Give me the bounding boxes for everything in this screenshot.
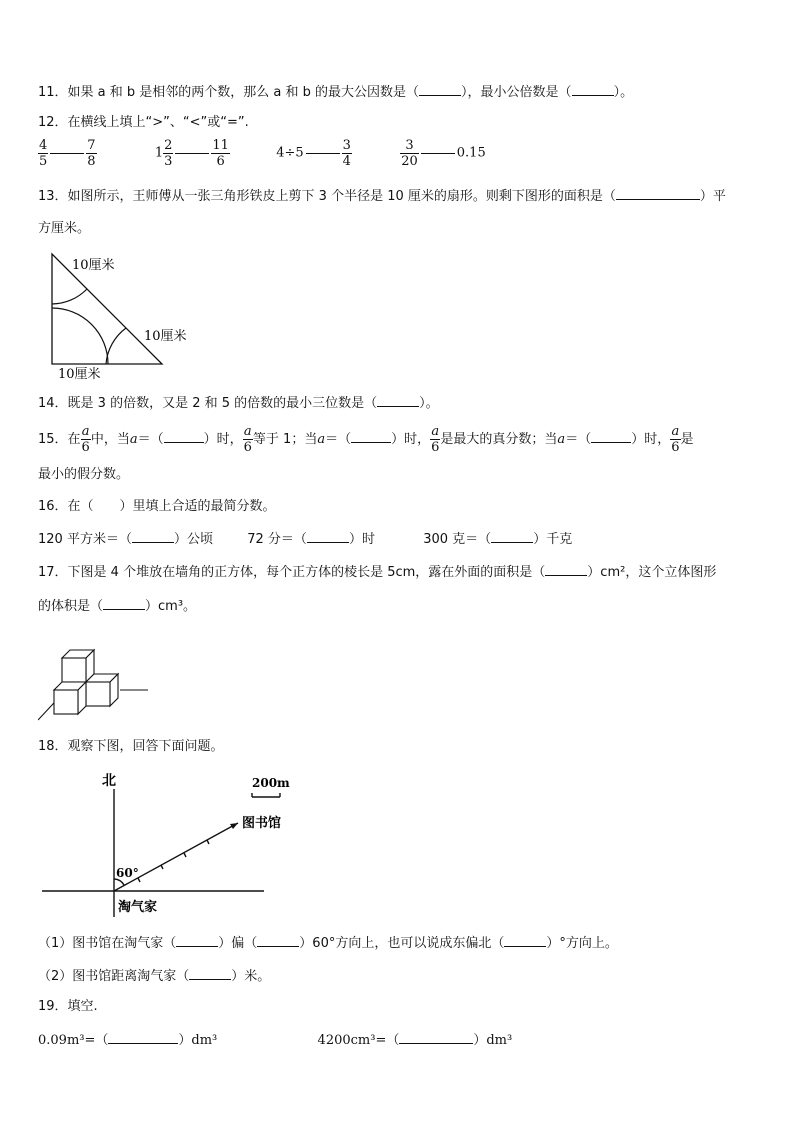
tick bbox=[161, 865, 163, 869]
fraction: $\frac{4}{5}$ bbox=[39, 138, 48, 169]
home-label: 淘气家 bbox=[118, 900, 158, 915]
fraction-a-over-6: $\frac{a}{6}$ bbox=[431, 424, 440, 455]
question-19-title: 19．填空. bbox=[38, 999, 98, 1014]
angle-label: 60° bbox=[116, 866, 139, 880]
scale-label: 200m bbox=[252, 776, 290, 790]
question-18-part2: （2）图书馆距离淘气家（ ）米。 bbox=[38, 966, 270, 987]
sector-arc-right bbox=[106, 328, 126, 364]
label-hypotenuse: 10厘米 bbox=[144, 329, 187, 344]
label-bottom: 10厘米 bbox=[58, 367, 101, 382]
answer-blank[interactable] bbox=[399, 1030, 473, 1044]
fraction: $\frac{7}{8}$ bbox=[87, 138, 96, 169]
north-label: 北 bbox=[102, 773, 116, 789]
answer-blank[interactable] bbox=[164, 429, 204, 443]
cubes-figure bbox=[38, 628, 153, 728]
answer-blank[interactable] bbox=[103, 596, 145, 610]
compare-blank[interactable] bbox=[306, 153, 340, 154]
answer-blank[interactable] bbox=[132, 529, 174, 543]
answer-blank[interactable] bbox=[491, 529, 533, 543]
answer-blank[interactable] bbox=[189, 966, 231, 980]
question-18-title: 18．观察下图，回答下面问题。 bbox=[38, 739, 224, 754]
answer-blank[interactable] bbox=[419, 82, 461, 96]
question-16-items: 120 平方米＝（ ）公顷 72 分＝（ ）时 300 克＝（ ）千克 bbox=[38, 529, 572, 550]
question-12-title: 12．在横线上填上“>”、“<”或“=”. bbox=[38, 115, 249, 130]
answer-blank[interactable] bbox=[545, 562, 587, 576]
cube-front-face bbox=[86, 682, 110, 706]
question-14: 14．既是 3 的倍数，又是 2 和 5 的倍数的最小三位数是（ ）。 bbox=[38, 393, 439, 414]
fraction-a-over-6: $\frac{a}{6}$ bbox=[671, 424, 680, 455]
label-top: 10厘米 bbox=[72, 258, 115, 273]
sector-arc-corner bbox=[52, 308, 108, 364]
answer-blank[interactable] bbox=[616, 186, 700, 200]
question-19-items: 0.09m³=（ ）dm³ 4200cm³=（ ）dm³ bbox=[38, 1030, 512, 1051]
question-16-title: 16．在（ ）里填上合适的最简分数。 bbox=[38, 499, 276, 514]
fraction-a-over-6: $\frac{a}{6}$ bbox=[81, 424, 90, 455]
question-17: 17．下图是 4 个堆放在墙角的正方体，每个正方体的棱长是 5cm，露在外面的面积是（ ）cm²，这个立体图形 bbox=[38, 562, 716, 583]
triangle-figure bbox=[40, 248, 210, 383]
question-11: 11．如果 a 和 b 是相邻的两个数，那么 a 和 b 的最大公因数是（ ），最小公倍数是（ ）。 bbox=[38, 82, 633, 103]
answer-blank[interactable] bbox=[108, 1030, 178, 1044]
question-15-cont: 最小的假分数。 bbox=[38, 467, 130, 482]
cube-front-face bbox=[54, 690, 78, 714]
answer-blank[interactable] bbox=[307, 529, 349, 543]
fraction-a-over-6: $\frac{a}{6}$ bbox=[243, 424, 252, 455]
answer-blank[interactable] bbox=[572, 82, 614, 96]
compare-blank[interactable] bbox=[421, 153, 455, 154]
fraction: $\frac{3}{4}$ bbox=[342, 138, 351, 169]
question-18-part1: （1）图书馆在淘气家（ ）偏（ ）60°方向上，也可以说成东偏北（ ）°方向上。 bbox=[38, 933, 618, 954]
fraction: $\frac{11}{6}$ bbox=[212, 138, 229, 169]
answer-blank[interactable] bbox=[176, 933, 218, 947]
fraction: $\frac{3}{20}$ bbox=[401, 138, 418, 169]
answer-blank[interactable] bbox=[591, 429, 631, 443]
fraction: $\frac{2}{3}$ bbox=[164, 138, 173, 169]
tick bbox=[184, 853, 186, 857]
question-13: 13．如图所示，王师傅从一张三角形铁皮上剪下 3 个半径是 10 厘米的扇形。则剩下图形的面积是（ ）平 bbox=[38, 186, 726, 207]
library-label: 图书馆 bbox=[242, 816, 282, 831]
tick bbox=[207, 840, 209, 844]
answer-blank[interactable] bbox=[351, 429, 391, 443]
direction-line bbox=[114, 823, 238, 891]
sector-arc-top bbox=[52, 289, 87, 304]
answer-blank[interactable] bbox=[504, 933, 546, 947]
question-15: 15．在 $\frac{a}{6}$ 中，当a＝（ ）时， $\frac{a}{6}$ 等于 1；当a＝（ ）时， $\frac{a}{6}$ 是最大的真分数；当a＝（ ）时， $\frac{a}{6}$ 是 bbox=[38, 424, 694, 455]
map-figure bbox=[38, 765, 318, 925]
compare-blank[interactable] bbox=[50, 153, 84, 154]
compare-blank[interactable] bbox=[175, 153, 209, 154]
question-13-cont: 方厘米。 bbox=[38, 221, 91, 236]
cube-front-face bbox=[62, 658, 86, 682]
answer-blank[interactable] bbox=[257, 933, 299, 947]
question-17-cont: 的体积是（ ）cm³。 bbox=[38, 596, 196, 617]
question-12-items: $\frac{4}{5}$ $\frac{7}{8}$ 1 $\frac{2}{3}$ $\frac{11}{6}$ 4÷5 $\frac{3}{4}$ $\frac{3}{20}$ 0.15 bbox=[39, 138, 486, 169]
answer-blank[interactable] bbox=[377, 393, 419, 407]
